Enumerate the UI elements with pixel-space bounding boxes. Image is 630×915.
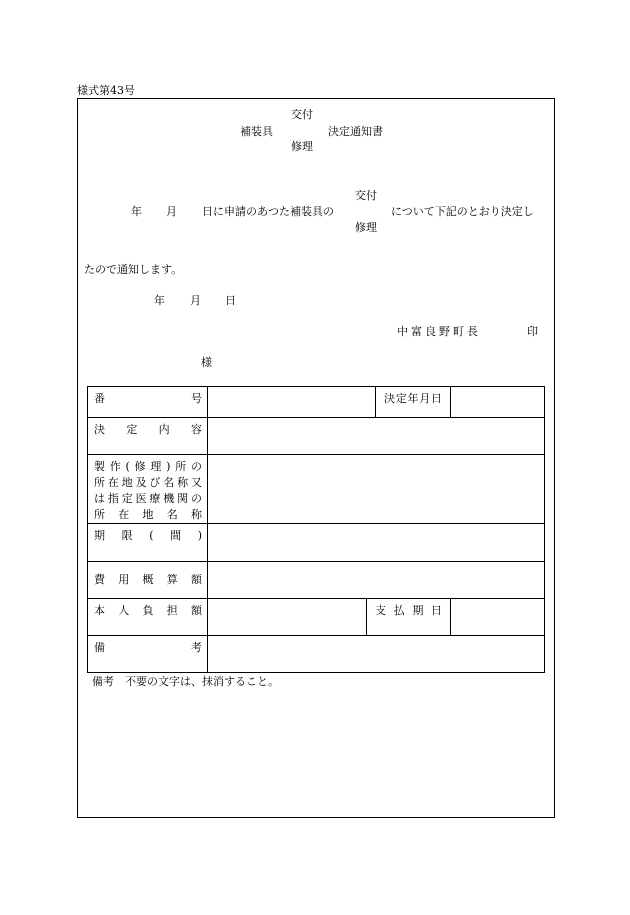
period-label-cell xyxy=(88,524,208,562)
body-month: 月 xyxy=(166,205,177,218)
maker-label-line-4: 所在地名称 xyxy=(94,508,202,521)
date-year: 年 xyxy=(154,294,165,307)
self-pay-value xyxy=(208,599,367,636)
cost-label: 費用概算額 xyxy=(94,573,202,586)
cost-label-cell xyxy=(88,562,208,599)
body-continuation: たので通知します。 xyxy=(84,263,183,276)
form-number: 様式第43号 xyxy=(77,84,135,97)
remarks-label-cell xyxy=(88,636,208,673)
decision-date-label-cell xyxy=(376,387,451,418)
seal-mark: 印 xyxy=(527,325,538,338)
cost-value xyxy=(208,562,545,599)
body-suffix: について下記のとおり決定し xyxy=(391,205,534,218)
self-pay-label: 本人負担額 xyxy=(94,604,202,617)
body-option-upper: 交付 xyxy=(355,189,377,202)
maker-label-cell xyxy=(88,455,208,524)
period-label: 期限(間) xyxy=(94,529,202,542)
maker-label-line-2: 所在地及び名称又 xyxy=(94,476,202,489)
maker-label-line-3: は指定医療機関の xyxy=(94,492,202,505)
footnote: 備考 不要の文字は、抹消すること。 xyxy=(92,675,279,688)
maker-label-line-1: 製作(修理)所の xyxy=(94,460,202,473)
decision-date-label: 決定年月日 xyxy=(384,392,442,405)
date-month: 月 xyxy=(190,294,201,307)
remarks-value xyxy=(208,636,545,673)
maker-value xyxy=(208,455,545,524)
issuer-name: 中富良野町長 xyxy=(397,325,481,338)
period-value xyxy=(208,524,545,562)
body-year: 年 xyxy=(131,205,142,218)
title-suffix: 決定通知書 xyxy=(328,125,383,138)
payment-date-label: 支払期日 xyxy=(375,604,442,617)
number-value xyxy=(208,387,376,418)
decision-date-value xyxy=(451,387,545,418)
payment-date-label-cell xyxy=(367,599,451,636)
payment-date-value xyxy=(451,599,545,636)
number-label-cell xyxy=(88,387,208,418)
self-pay-label-cell xyxy=(88,599,208,636)
decision-content-value xyxy=(208,418,545,455)
decision-content-label-cell xyxy=(88,418,208,455)
date-day: 日 xyxy=(225,294,236,307)
number-label: 番号 xyxy=(94,392,202,405)
decision-content-label: 決定内容 xyxy=(94,423,202,436)
remarks-label: 備考 xyxy=(94,641,202,654)
body-option-lower: 修理 xyxy=(355,221,377,234)
title-option-upper: 交付 xyxy=(291,108,313,121)
recipient-suffix: 様 xyxy=(201,356,212,369)
body-day-text: 日に申請のあつた補装具の xyxy=(202,205,334,218)
title-prefix: 補装具 xyxy=(240,125,273,138)
decision-table xyxy=(87,386,545,673)
title-option-lower: 修理 xyxy=(291,140,313,153)
